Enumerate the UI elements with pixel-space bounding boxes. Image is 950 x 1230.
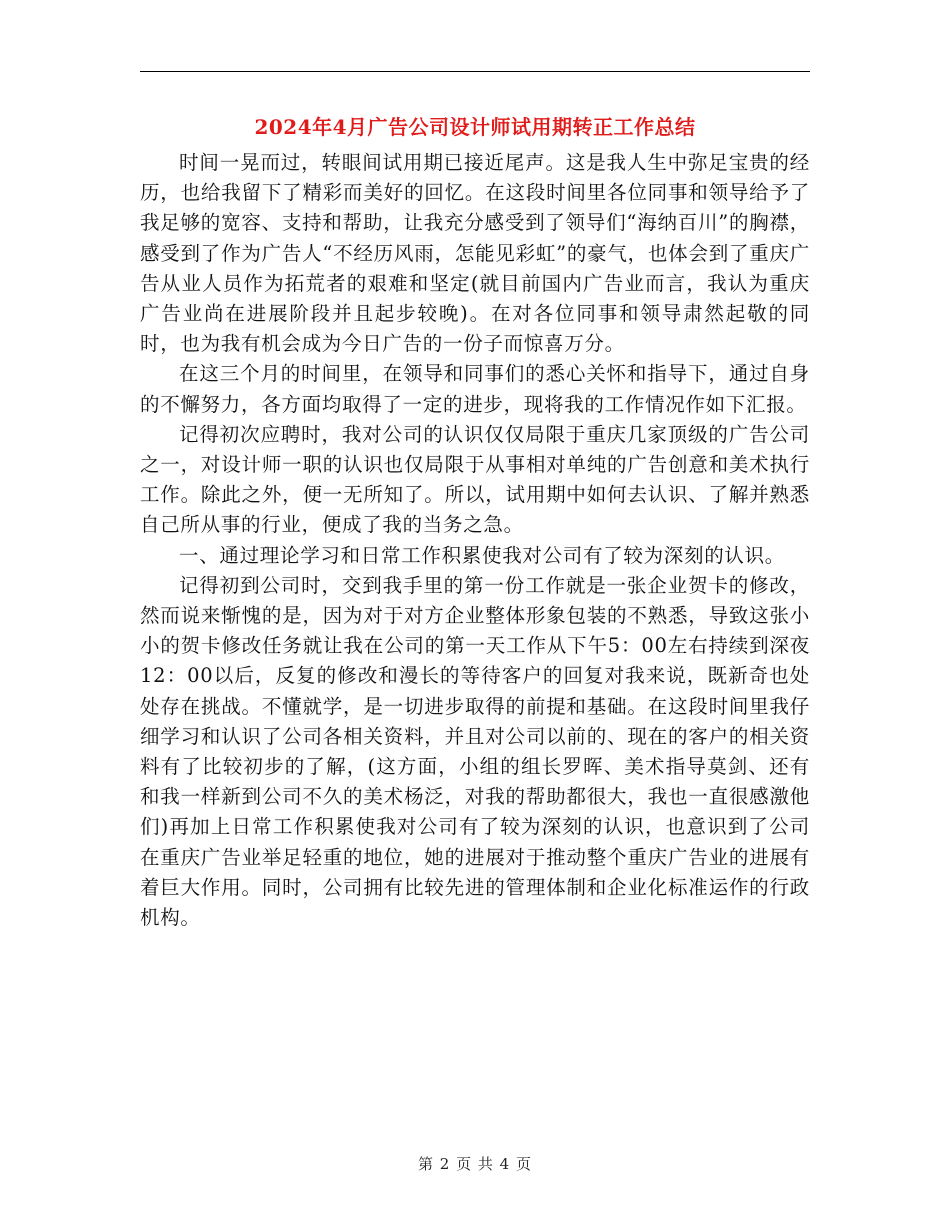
header-rule xyxy=(140,71,810,72)
paragraph-first-task: 记得初到公司时，交到我手里的第一份工作就是一张企业贺卡的修改，然而说来惭愧的是，因为对于对方企业整体形象包装的不熟悉，导致这张小小的贺卡修改任务就让我在公司的第一天工作从下午5：00左右持续到深夜12：00以后，反复的修改和漫长的等待客户的回复对我来说，既新奇也处处存在挑战。不懂就学，是一切进步取得的前提和基础。在这段时间里我仔细学习和认识了公司各相关资料，并且对公司以前的、现在的客户的相关资料有了比较初步的了解，(这方面，小组的组长罗晖、美术指导莫剑、还有和我一样新到公司不久的美术杨泛，对我的帮助都很大，我也一直很感激他们)再加上日常工作积累使我对公司有了较为深刻的认识，也意识到了公司在重庆广告业举足轻重的地位，她的进展对于推动整个重庆广告业的进展有着巨大作用。同时，公司拥有比较先进的管理体制和企业化标准运作的行政机构。 xyxy=(140,573,810,930)
paragraph-overview: 在这三个月的时间里，在领导和同事们的悉心关怀和指导下，通过自身的不懈努力，各方面均取得了一定的进步，现将我的工作情况作如下汇报。 xyxy=(140,362,810,416)
document-body xyxy=(140,148,810,933)
page-footer: 第 2 页 共 4 页 xyxy=(418,1155,532,1173)
paragraph-intro: 时间一晃而过，转眼间试用期已接近尾声。这是我人生中弥足宝贵的经历，也给我留下了精彩而美好的回忆。在这段时间里各位同事和领导给予了我足够的宽容、支持和帮助，让我充分感受到了领导们“海纳百川”的胸襟，感受到了作为广告人“不经历风雨，怎能见彩虹”的豪气，也体会到了重庆广告从业人员作为拓荒者的艰难和坚定(就目前国内广告业而言，我认为重庆广告业尚在进展阶段并且起步较晚)。在对各位同事和领导肃然起敬的同时，也为我有机会成为今日广告的一份子而惊喜万分。 xyxy=(140,151,810,356)
document-title: 2024年4月广告公司设计师试用期转正工作总结 xyxy=(254,115,696,139)
paragraph-first-impression: 记得初次应聘时，我对公司的认识仅仅局限于重庆几家顶级的广告公司之一，对设计师一职的认识也仅局限于从事相对单纯的广告创意和美术执行工作。除此之外，便一无所知了。所以，试用期中如何去认识、了解并熟悉自己所从事的行业，便成了我的当务之急。 xyxy=(140,422,810,537)
section-heading-1: 一、通过理论学习和日常工作积累使我对公司有了较为深刻的认识。 xyxy=(179,543,786,567)
